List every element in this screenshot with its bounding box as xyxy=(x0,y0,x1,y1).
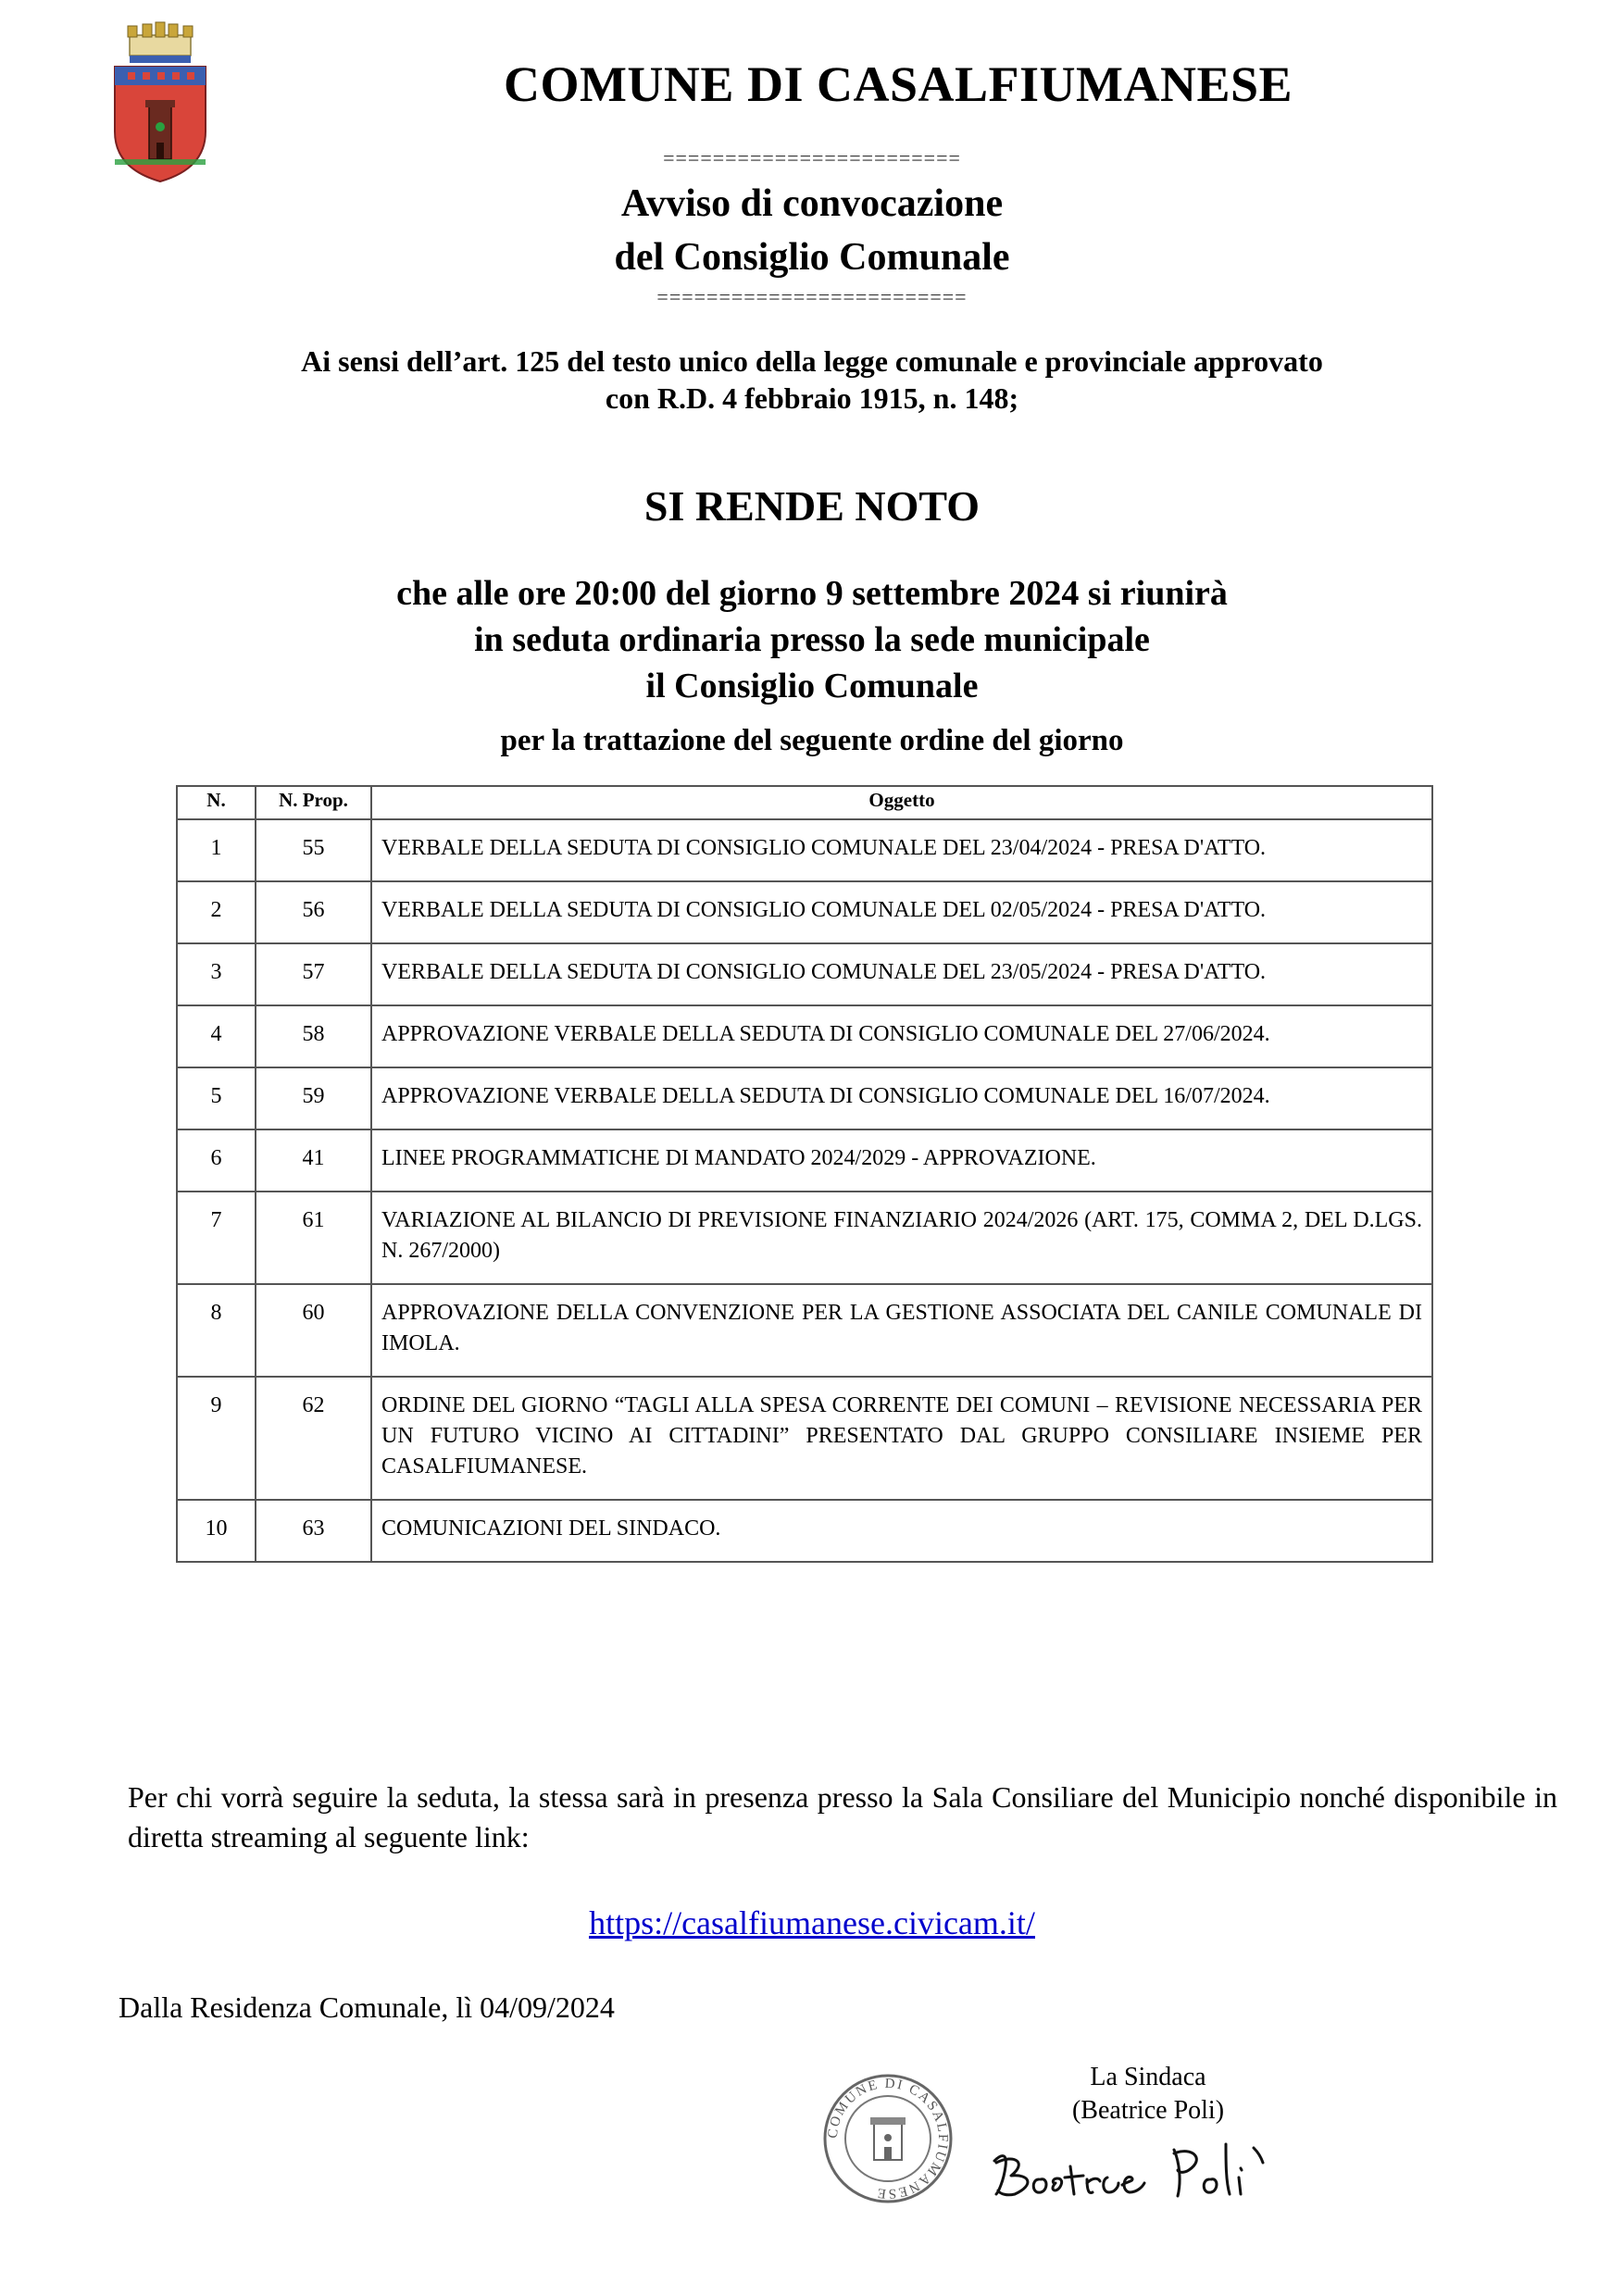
item-number: 10 xyxy=(177,1500,256,1562)
proposal-number: 62 xyxy=(256,1377,371,1500)
legal-reference xyxy=(139,343,1485,417)
announcement-line3: il Consiglio Comunale xyxy=(645,667,979,705)
item-subject: APPROVAZIONE DELLA CONVENZIONE PER LA GESTIONE ASSOCIATA DEL CANILE COMUNALE DI IMOLA. xyxy=(371,1284,1432,1377)
stamp-text: COMUNE DI CASALFIUMANESE xyxy=(825,2076,951,2202)
item-number: 4 xyxy=(177,1005,256,1067)
proposal-number: 60 xyxy=(256,1284,371,1377)
agenda-header-row xyxy=(177,786,1432,819)
streaming-link-container xyxy=(0,1903,1624,1942)
column-header-number: N. xyxy=(177,786,256,819)
item-subject: APPROVAZIONE VERBALE DELLA SEDUTA DI CONSIGLIO COMUNALE DEL 27/06/2024. xyxy=(371,1005,1432,1067)
item-number: 5 xyxy=(177,1067,256,1129)
proposal-number: 41 xyxy=(256,1129,371,1192)
proposal-number: 56 xyxy=(256,881,371,943)
item-subject: ORDINE DEL GIORNO “TAGLI ALLA SPESA CORRENTE DEI COMUNI – REVISIONE NECESSARIA PER UN FUTURO VICINO AI CITTADINI” PRESENTATO DAL GRUPPO CONSILIARE INSIEME PER CASALFIUMANESE. xyxy=(371,1377,1432,1500)
item-subject: LINEE PROGRAMMATICHE DI MANDATO 2024/2029 - APPROVAZIONE. xyxy=(371,1129,1432,1192)
streaming-info-text: Per chi vorrà seguire la seduta, la stessa sarà in presenza presso la Sala Consiliare del Municipio nonché disponibile in diretta streaming al seguente link: xyxy=(128,1780,1557,1853)
table-row xyxy=(177,1284,1432,1377)
item-number: 1 xyxy=(177,819,256,881)
table-row xyxy=(177,1192,1432,1284)
official-stamp-seal xyxy=(818,2069,957,2208)
item-number: 9 xyxy=(177,1377,256,1500)
item-subject: VERBALE DELLA SEDUTA DI CONSIGLIO COMUNALE DEL 23/05/2024 - PRESA D'ATTO. xyxy=(371,943,1432,1005)
table-row xyxy=(177,1129,1432,1192)
separator-line-top: ======================== xyxy=(663,146,961,169)
handwritten-signature xyxy=(983,2126,1298,2209)
item-subject: VERBALE DELLA SEDUTA DI CONSIGLIO COMUNALE DEL 02/05/2024 - PRESA D'ATTO. xyxy=(371,881,1432,943)
agenda-table xyxy=(176,785,1433,1563)
announcement-line1: che alle ore 20:00 del giorno 9 settembre 2024 si riunirà xyxy=(396,574,1228,613)
proposal-number: 55 xyxy=(256,819,371,881)
table-row xyxy=(177,1005,1432,1067)
item-subject: APPROVAZIONE VERBALE DELLA SEDUTA DI CONSIGLIO COMUNALE DEL 16/07/2024. xyxy=(371,1067,1432,1129)
notice-subtitle-line1: Avviso di convocazione xyxy=(620,182,1004,225)
legal-reference-line1: Ai sensi dell’art. 125 del testo unico della legge comunale e provinciale approvato xyxy=(301,344,1323,378)
table-row xyxy=(177,1067,1432,1129)
announcement-body xyxy=(0,570,1624,709)
notice-subtitle-line2: del Consiglio Comunale xyxy=(614,236,1010,279)
proposal-number: 57 xyxy=(256,943,371,1005)
item-number: 3 xyxy=(177,943,256,1005)
signature-text: Beatrice Poli xyxy=(983,2126,989,2127)
announcement-heading: SI RENDE NOTO xyxy=(643,482,981,530)
column-header-subject: Oggetto xyxy=(371,786,1432,819)
column-header-proposal: N. Prop. xyxy=(256,786,371,819)
announcement-line4: per la trattazione del seguente ordine del giorno xyxy=(500,724,1124,757)
separator-line-bottom: ========================= xyxy=(656,285,968,308)
table-row xyxy=(177,881,1432,943)
table-row xyxy=(177,819,1432,881)
table-row xyxy=(177,1500,1432,1562)
proposal-number: 61 xyxy=(256,1192,371,1284)
signer-role: La Sindaca xyxy=(1090,2063,1206,2091)
item-number: 6 xyxy=(177,1129,256,1192)
proposal-number: 58 xyxy=(256,1005,371,1067)
item-subject: VERBALE DELLA SEDUTA DI CONSIGLIO COMUNALE DEL 23/04/2024 - PRESA D'ATTO. xyxy=(371,819,1432,881)
item-subject: COMUNICAZIONI DEL SINDACO. xyxy=(371,1500,1432,1562)
page-title: COMUNE DI CASALFIUMANESE xyxy=(503,56,1293,112)
item-number: 2 xyxy=(177,881,256,943)
item-subject: VARIAZIONE AL BILANCIO DI PREVISIONE FINANZIARIO 2024/2026 (ART. 175, COMMA 2, DEL D.LGS. N. 267/2000) xyxy=(371,1192,1432,1284)
proposal-number: 63 xyxy=(256,1500,371,1562)
signer-name: (Beatrice Poli) xyxy=(1071,2096,1225,2125)
item-number: 8 xyxy=(177,1284,256,1377)
proposal-number: 59 xyxy=(256,1067,371,1129)
streaming-link[interactable]: https://casalfiumanese.civicam.it/ xyxy=(589,1904,1035,1941)
table-row xyxy=(177,943,1432,1005)
legal-reference-line2: con R.D. 4 febbraio 1915, n. 148; xyxy=(605,381,1019,415)
place-and-date: Dalla Residenza Comunale, lì 04/09/2024 xyxy=(119,1990,615,2024)
item-number: 7 xyxy=(177,1192,256,1284)
table-row xyxy=(177,1377,1432,1500)
announcement-line2: in seduta ordinaria presso la sede municipale xyxy=(474,620,1150,659)
